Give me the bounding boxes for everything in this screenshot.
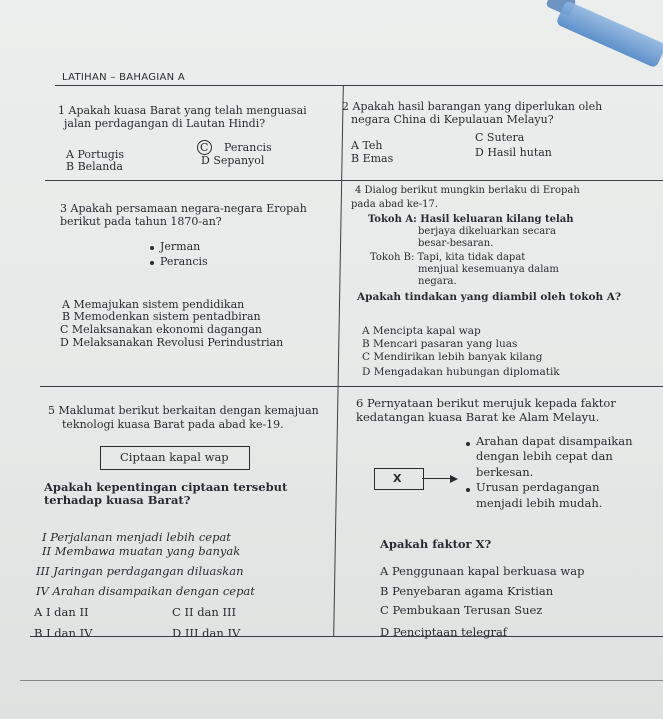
q4-stem-line2: pada abad ke-17. [351, 199, 439, 210]
q5-question-line2: terhadap kuasa Barat? [44, 493, 191, 507]
row3-rule [30, 636, 663, 637]
q4-tokoh-a-line3: besar-besaran. [418, 238, 494, 249]
q6-arrow-shaft [422, 478, 452, 479]
q3-bullet-2: Perancis [160, 255, 208, 268]
q6-arrow-head-icon [450, 475, 458, 483]
q1-stem-line2: jalan perdagangan di Lautan Hindi? [64, 117, 266, 130]
q3-option-b: B Memodenkan sistem pentadbiran [62, 310, 261, 323]
q6-option-d: D Penciptaan telegraf [380, 625, 508, 639]
q6-stem-line2: kedatangan kuasa Barat ke Alam Melayu. [356, 410, 600, 424]
q6-stem-line1: 6 Pernyataan berikut merujuk kepada faktor [356, 396, 616, 410]
q5-statement-3: III Jaringan perdagangan diluaskan [36, 564, 244, 578]
q4-option-c: C Mendirikan lebih banyak kilang [362, 351, 543, 363]
q3-bullet-1-icon [150, 246, 154, 250]
q4-tokoh-a-line2: berjaya dikeluarkan secara [418, 226, 556, 237]
bottom-rule [20, 680, 663, 681]
q1-stem-line1: 1 Apakah kuasa Barat yang telah menguasai [58, 104, 307, 117]
q4-stem-line1: 4 Dialog berikut mungkin berlaku di Eropah [355, 185, 580, 196]
q6-bullet-1-line2: dengan lebih cepat dan [476, 449, 613, 463]
q6-option-a: A Penggunaan kapal berkuasa wap [380, 564, 585, 578]
q5-option-b: B I dan IV [34, 626, 93, 640]
q4-tokoh-b-line3: negara. [418, 276, 457, 287]
q5-stem-line1: 5 Maklumat berikut berkaitan dengan kemajuan [48, 404, 319, 417]
q6-x-label: X [393, 472, 402, 485]
q4-question: Apakah tindakan yang diambil oleh tokoh A? [357, 291, 622, 303]
q3-bullet-2-icon [150, 261, 154, 265]
q1-option-a: A Portugis [66, 148, 124, 161]
q6-bullet-1-line3: berkesan. [476, 465, 534, 479]
q6-question: Apakah faktor X? [380, 537, 492, 551]
q6-bullet-1-icon [466, 442, 470, 446]
q4-tokoh-b-line1: Tokoh B: Tapi, kita tidak dapat [370, 252, 526, 263]
q1-option-d: D Sepanyol [201, 154, 265, 167]
q5-question-line1: Apakah kepentingan ciptaan tersebut [44, 480, 288, 494]
q4-option-b: B Mencari pasaran yang luas [362, 338, 518, 350]
q6-bullet-2-line2: menjadi lebih mudah. [476, 496, 603, 510]
q5-option-d: D III dan IV [172, 626, 241, 640]
q5-stem-line2: teknologi kuasa Barat pada abad ke-19. [62, 418, 284, 431]
q3-option-d: D Melaksanakan Revolusi Perindustrian [60, 336, 284, 349]
q2-option-d: D Hasil hutan [475, 146, 552, 159]
q1-option-c-text: Perancis [224, 141, 272, 154]
q5-info-box-text: Ciptaan kapal wap [120, 450, 229, 464]
row1-rule [45, 180, 663, 181]
q1-option-c-letter: C [200, 141, 209, 154]
q2-option-c: C Sutera [475, 131, 525, 144]
q5-option-c: C II dan III [172, 605, 237, 619]
q6-option-b: B Penyebaran agama Kristian [380, 584, 554, 598]
q5-option-a: A I dan II [34, 605, 89, 619]
q6-bullet-1-line1: Arahan dapat disampaikan [476, 434, 633, 448]
q2-stem-line2: negara China di Kepulauan Melayu? [351, 113, 554, 126]
pen-decoration [555, 0, 663, 68]
q3-option-c: C Melaksanakan ekonomi dagangan [60, 323, 262, 336]
q4-option-a: A Mencipta kapal wap [362, 325, 481, 337]
q2-stem-line1: 2 Apakah hasil barangan yang diperlukan oleh [342, 100, 603, 113]
q5-statement-4: IV Arahan disampaikan dengan cepat [36, 584, 255, 598]
q3-option-a: A Memajukan sistem pendidikan [62, 298, 245, 311]
q4-option-d: D Mengadakan hubungan diplomatik [362, 366, 560, 378]
page-title: LATIHAN – BAHAGIAN A [62, 72, 186, 83]
column-divider [333, 86, 344, 636]
q6-bullet-2-icon [466, 488, 470, 492]
q6-bullet-2-line1: Urusan perdagangan [476, 480, 600, 494]
header-rule [55, 85, 663, 86]
row2-rule [40, 386, 663, 387]
q2-option-a: A Teh [351, 139, 383, 152]
q2-option-b: B Emas [351, 152, 394, 165]
q3-stem-line1: 3 Apakah persamaan negara-negara Eropah [60, 202, 307, 215]
q4-tokoh-a-line1: Tokoh A: Hasil keluaran kilang telah [368, 214, 574, 225]
q1-option-b: B Belanda [66, 160, 123, 173]
q5-statement-1: I Perjalanan menjadi lebih cepat [42, 530, 231, 544]
q3-stem-line2: berikut pada tahun 1870-an? [60, 215, 222, 228]
q5-statement-2: II Membawa muatan yang banyak [42, 544, 241, 558]
q4-tokoh-b-line2: menjual kesemuanya dalam [418, 264, 559, 275]
q6-option-c: C Pembukaan Terusan Suez [380, 603, 543, 617]
q3-bullet-1: Jerman [160, 240, 201, 253]
